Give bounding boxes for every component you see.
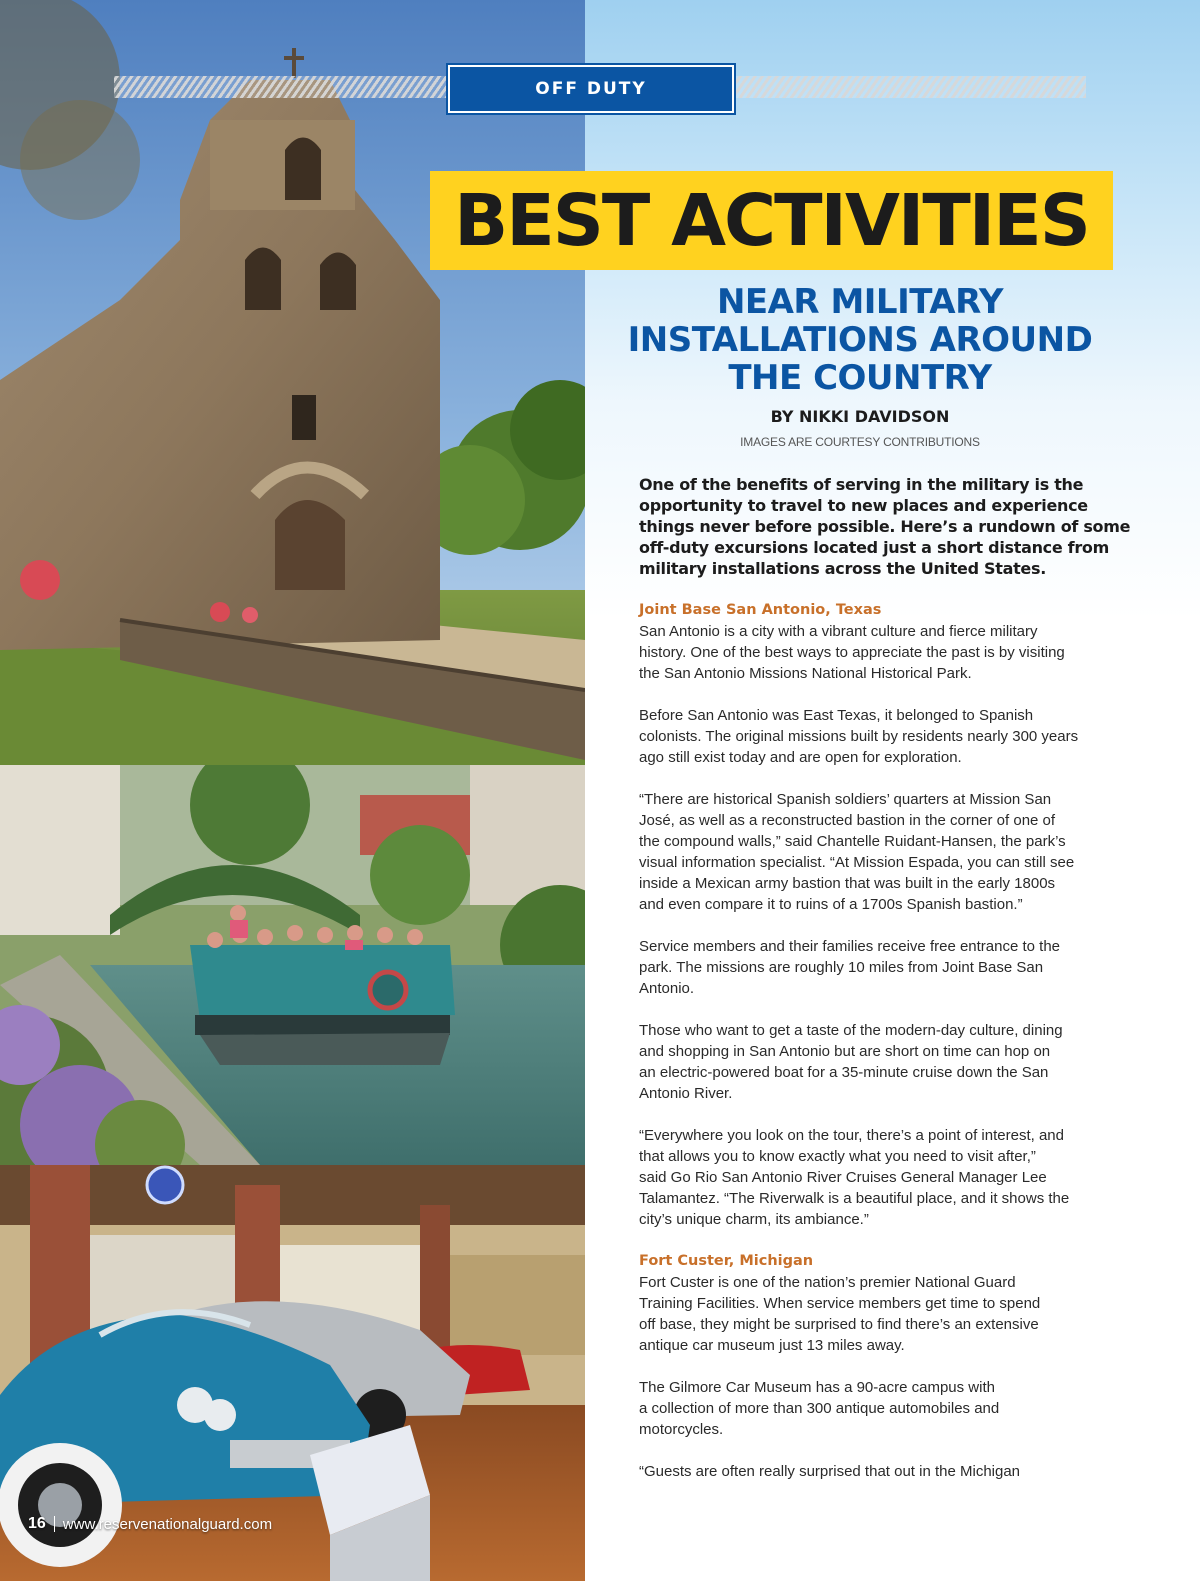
paragraph-line: José, as well as a reconstructed bastion in the corner of one of [639, 812, 1056, 829]
paragraph-line: ago still exist today and are open for exploration. [639, 749, 962, 766]
section-heading-text: Fort Custer, Michigan [639, 1253, 814, 1269]
paragraph-line: history. One of the best ways to appreciate the past is by visiting [639, 644, 1065, 661]
paragraph-line: an electric-powered boat for a 35-minute cruise down the San [639, 1064, 1049, 1081]
section-label: OFF DUTY [535, 79, 647, 99]
paragraph-line: The Gilmore Car Museum has a 90-acre campus with [639, 1379, 995, 1396]
paragraph-line: said Go Rio San Antonio River Cruises General Manager Lee [639, 1169, 1047, 1186]
paragraph-line: park. The missions are roughly 10 miles from Joint Base San [639, 959, 1044, 976]
paragraph-line: city’s unique charm, its ambiance.” [639, 1211, 869, 1228]
paragraph-line: a collection of more than 300 antique automobiles and [639, 1400, 1000, 1417]
paragraph-line: Service members and their families receive free entrance to the [639, 938, 1061, 955]
paragraph [639, 1272, 1094, 1356]
paragraph [639, 705, 1094, 768]
lead-line: things never before possible. Here’s a rundown of some [639, 517, 1131, 536]
paragraph-line: “Guests are often really surprised that out in the Michigan [639, 1463, 1021, 1480]
page-number: 16 [28, 1515, 46, 1532]
subtitle [620, 283, 1100, 397]
paragraph [639, 1377, 1094, 1440]
paragraph [639, 789, 1094, 915]
paragraph-line: and shopping in San Antonio but are short on time can hop on [639, 1043, 1051, 1060]
paragraph-line: “Everywhere you look on the tour, there’s a point of interest, and [639, 1127, 1064, 1144]
paragraph [639, 1020, 1094, 1104]
paragraph-line: that allows you to know exactly what you need to visit after,” [639, 1148, 1036, 1165]
paragraph-line: Antonio River. [639, 1085, 733, 1102]
subtitle-line: INSTALLATIONS AROUND [627, 320, 1093, 360]
byline: BY NIKKI DAVIDSON [770, 407, 950, 426]
lead-line: One of the benefits of serving in the military is the [639, 475, 1084, 494]
river-cruise-photo [0, 765, 585, 1165]
paragraph-line: Antonio. [639, 980, 695, 997]
section-heading [639, 600, 1094, 621]
subtitle-line: THE COUNTRY [728, 358, 992, 398]
paragraph-line: antique car museum just 13 miles away. [639, 1337, 905, 1354]
lead-line: off-duty excursions located just a short distance from [639, 538, 1109, 557]
paragraph-line: San Antonio is a city with a vibrant culture and fierce military [639, 623, 1038, 640]
paragraph [639, 621, 1094, 684]
paragraph-line: the San Antonio Missions National Historical Park. [639, 665, 972, 682]
paragraph-line: Those who want to get a taste of the modern-day culture, dining [639, 1022, 1063, 1039]
paragraph [639, 1461, 1094, 1482]
paragraph-line: Talamantez. “The Riverwalk is a beautiful place, and it shows the [639, 1190, 1070, 1207]
paragraph-line: off base, they might be surprised to find there’s an extensive [639, 1316, 1039, 1333]
lead-paragraph [639, 474, 1131, 579]
section-heading-text: Joint Base San Antonio, Texas [639, 602, 882, 618]
section-banner [448, 65, 734, 113]
paragraph-line: and even compare it to ruins of a 1700s Spanish bastion.” [639, 896, 1023, 913]
paragraph-line: colonists. The original missions built by residents nearly 300 years [639, 728, 1079, 745]
paragraph-line: the compound walls,” said Chantelle Ruidant-Hansen, the park’s [639, 833, 1066, 850]
lead-line: opportunity to travel to new places and experience [639, 496, 1088, 515]
paragraph-line: Before San Antonio was East Texas, it belonged to Spanish [639, 707, 1034, 724]
paragraph-line: motorcycles. [639, 1421, 724, 1438]
image-credit: IMAGES ARE COURTESY CONTRIBUTIONS [740, 435, 980, 449]
website-link[interactable]: www.reservenationalguard.com [62, 1515, 273, 1533]
footer-divider [54, 1516, 55, 1532]
article-body [639, 474, 1131, 1482]
paragraph [639, 936, 1094, 999]
paragraph [639, 1125, 1094, 1230]
banner-hatch-right [730, 76, 1086, 98]
paragraph-line: “There are historical Spanish soldiers’ quarters at Mission San [639, 791, 1052, 808]
mission-espada-photo [0, 0, 585, 765]
paragraph-line: inside a Mexican army bastion that was built in the early 1800s [639, 875, 1056, 892]
section-heading [639, 1251, 1094, 1272]
paragraph-line: Training Facilities. When service members get time to spend [639, 1295, 1041, 1312]
page-footer [28, 1515, 272, 1533]
banner-hatch-left [114, 76, 448, 98]
paragraph-line: Fort Custer is one of the nation’s premier National Guard [639, 1274, 1016, 1291]
subtitle-line: NEAR MILITARY [716, 282, 1004, 322]
lead-line: military installations across the United States. [639, 559, 1046, 578]
page-title: BEST ACTIVITIES [454, 179, 1089, 262]
title-box [430, 171, 1113, 270]
paragraph-line: visual information specialist. “At Mission Espada, you can still see [639, 854, 1075, 871]
